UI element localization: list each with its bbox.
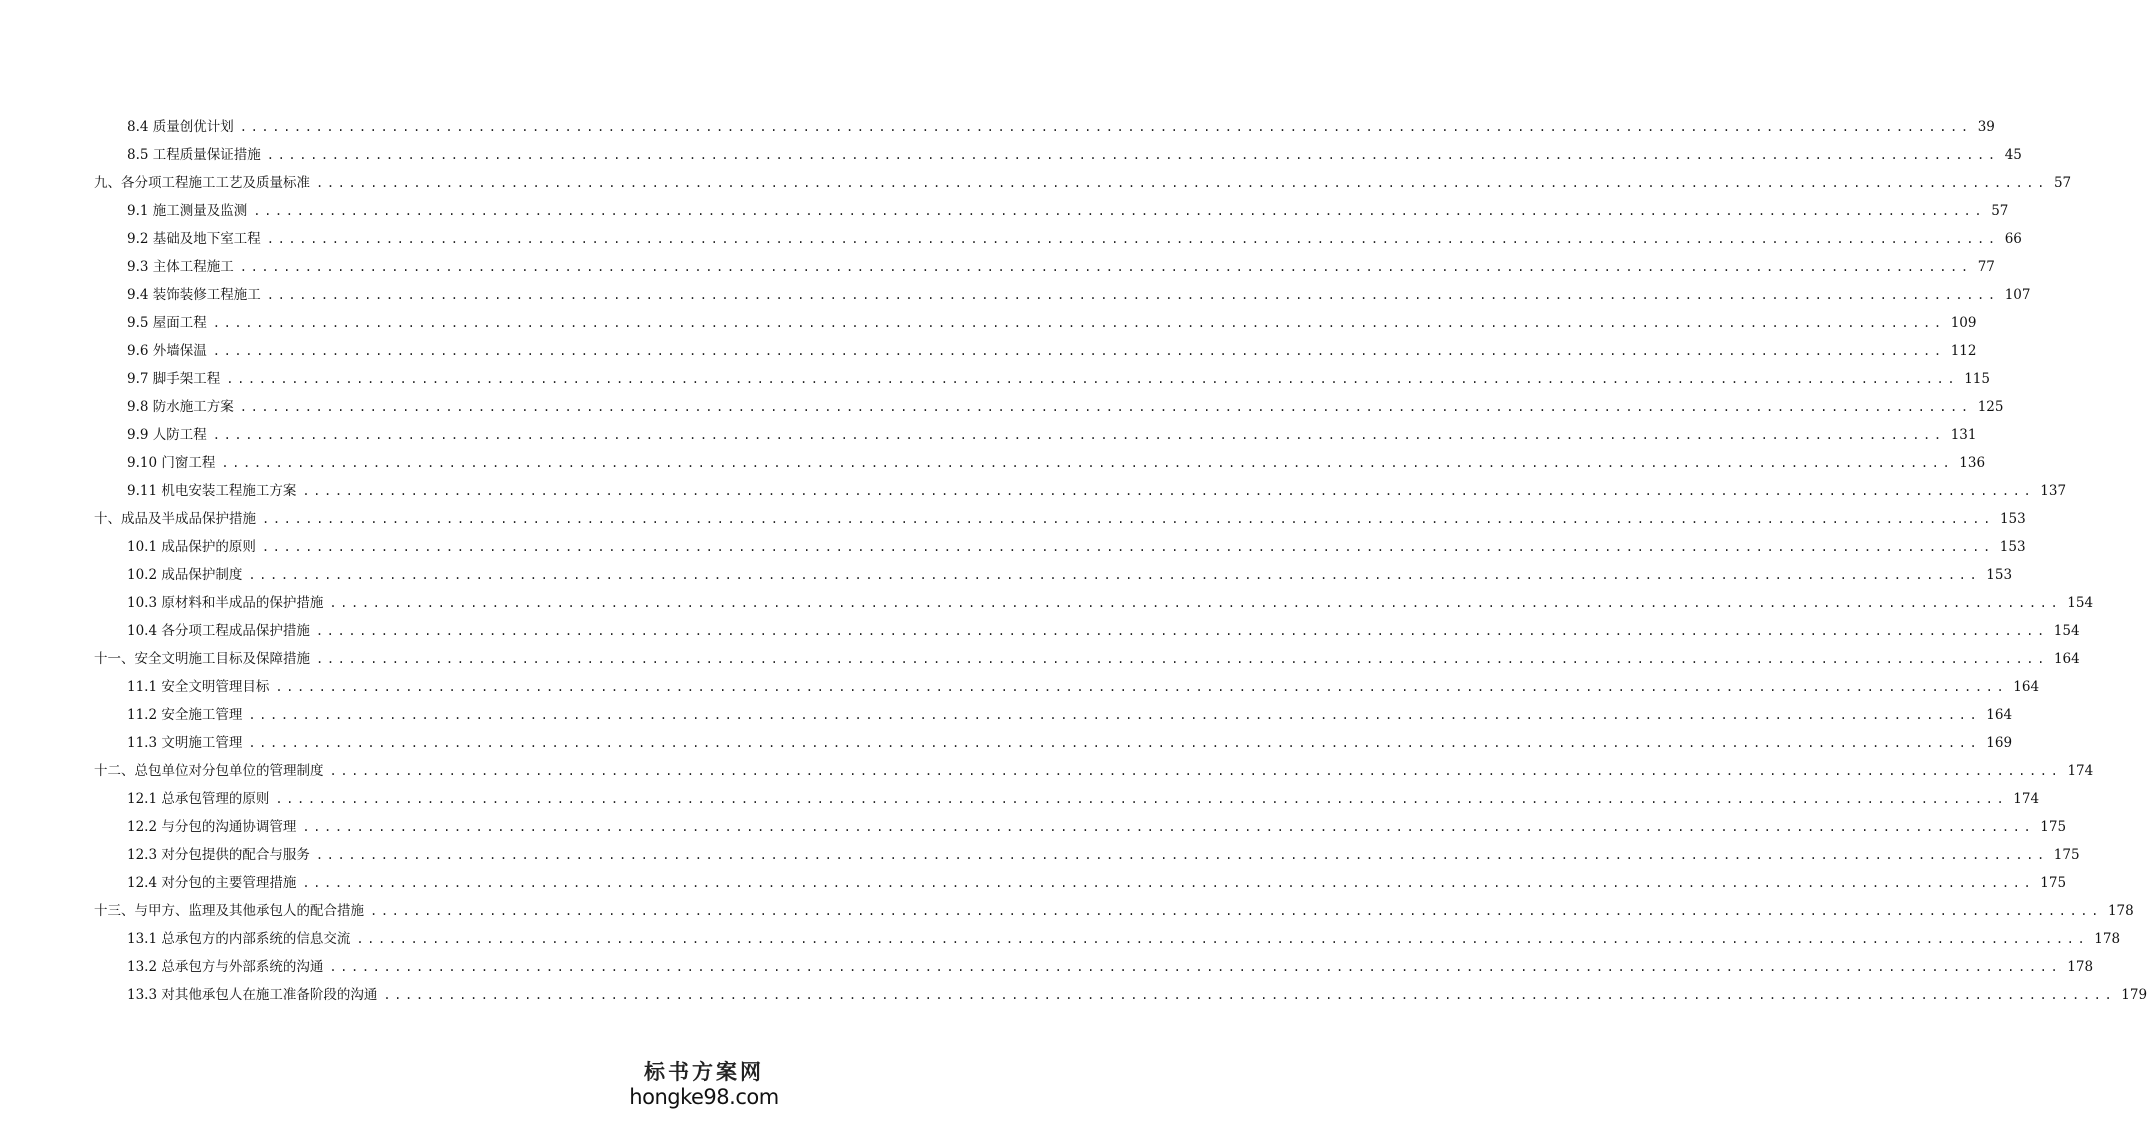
toc-page-number: 175 (2053, 847, 2080, 863)
toc-section-entry[interactable] (0, 981, 2147, 1009)
toc-entry-title: 10.1 成品保护的原则 (127, 539, 256, 555)
toc-page-number: 153 (1986, 567, 2013, 583)
toc-dot-leader: ................................................................................................................................................................ (248, 568, 1981, 582)
toc-section-entry[interactable] (0, 925, 2121, 953)
toc-page-number: 175 (2040, 875, 2067, 891)
toc-dot-leader: ................................................................................................................................................................ (329, 960, 2062, 974)
toc-dot-leader: ................................................................................................................................................................ (383, 988, 2116, 1002)
toc-dot-leader: ................................................................................................................................................................ (275, 792, 2008, 806)
toc-page-number: 107 (2004, 287, 2031, 303)
toc-dot-leader: ................................................................................................................................................................ (261, 540, 1994, 554)
toc-section-entry[interactable] (0, 281, 2031, 309)
toc-entry-title: 13.2 总承包方与外部系统的沟通 (127, 959, 324, 975)
toc-entry-title: 10.3 原材料和半成品的保护措施 (127, 595, 324, 611)
toc-entry-title: 12.4 对分包的主要管理措施 (127, 875, 297, 891)
toc-dot-leader: ................................................................................................................................................................ (370, 904, 2102, 918)
toc-entry-title: 9.9 人防工程 (127, 427, 207, 443)
toc-dot-leader: ................................................................................................................................................................ (221, 456, 1954, 470)
toc-dot-leader: ................................................................................................................................................................ (253, 204, 1986, 218)
toc-entry-title: 9.3 主体工程施工 (127, 259, 234, 275)
toc-dot-leader: ................................................................................................................................................................ (212, 344, 1945, 358)
toc-entry-title: 九、各分项工程施工工艺及质量标准 (94, 175, 310, 191)
toc-page-number: 115 (1964, 371, 1990, 387)
toc-section-entry[interactable] (0, 617, 2080, 645)
toc-entry-title: 11.1 安全文明管理目标 (127, 679, 270, 695)
toc-dot-leader: ................................................................................................................................................................ (329, 596, 2062, 610)
toc-dot-leader: ................................................................................................................................................................ (275, 680, 2008, 694)
toc-entry-title: 12.2 与分包的沟通协调管理 (127, 819, 297, 835)
toc-dot-leader: ................................................................................................................................................................ (356, 932, 2089, 946)
toc-page-number: 136 (1959, 455, 1986, 471)
toc-dot-leader: ................................................................................................................................................................ (316, 652, 2048, 666)
toc-section-entry[interactable] (0, 813, 2067, 841)
toc-section-entry[interactable] (0, 141, 2022, 169)
toc-dot-leader: ................................................................................................................................................................ (315, 624, 2048, 638)
toc-entry-title: 9.6 外墙保温 (127, 343, 207, 359)
toc-dot-leader: ................................................................................................................................................................ (248, 736, 1981, 750)
toc-dot-leader: ................................................................................................................................................................ (266, 232, 1999, 246)
toc-page-number: 57 (1991, 203, 2009, 219)
toc-entry-title: 13.1 总承包方的内部系统的信息交流 (127, 931, 351, 947)
toc-dot-leader: ................................................................................................................................................................ (262, 512, 1994, 526)
toc-section-entry[interactable] (0, 225, 2022, 253)
toc-page-number: 164 (1986, 707, 2013, 723)
toc-page-number: 57 (2053, 175, 2072, 191)
toc-section-entry[interactable] (0, 561, 2013, 589)
toc-entry-title: 9.5 屋面工程 (127, 315, 207, 331)
toc-dot-leader: ................................................................................................................................................................ (316, 176, 2048, 190)
toc-page-number: 109 (1950, 315, 1977, 331)
toc-dot-leader: ................................................................................................................................................................ (302, 876, 2035, 890)
toc-page-number: 174 (2013, 791, 2040, 807)
toc-page-number: 131 (1950, 427, 1977, 443)
toc-chapter-entry[interactable] (0, 169, 2072, 197)
toc-page-number: 164 (2013, 679, 2040, 695)
toc-entry-title: 十一、安全文明施工目标及保障措施 (94, 651, 310, 667)
toc-dot-leader: ................................................................................................................................................................ (239, 400, 1972, 414)
toc-entry-title: 12.3 对分包提供的配合与服务 (127, 847, 310, 863)
toc-dot-leader: ................................................................................................................................................................ (226, 372, 1959, 386)
toc-dot-leader: ................................................................................................................................................................ (239, 120, 1972, 134)
toc-section-entry[interactable] (0, 673, 2040, 701)
toc-chapter-entry[interactable] (0, 897, 2134, 925)
toc-page-number: 45 (2004, 147, 2022, 163)
watermark-chinese: 标书方案网 (644, 1059, 764, 1084)
toc-section-entry[interactable] (0, 869, 2067, 897)
toc-dot-leader: ................................................................................................................................................................ (329, 764, 2062, 778)
toc-page-number: 112 (1950, 343, 1977, 359)
toc-page-number: 66 (2004, 231, 2022, 247)
toc-entry-title: 8.4 质量创优计划 (127, 119, 234, 135)
toc-section-entry[interactable] (0, 393, 2004, 421)
toc-page-number: 137 (2040, 483, 2067, 499)
toc-page-number: 153 (1999, 539, 2026, 555)
toc-section-entry[interactable] (0, 953, 2094, 981)
toc-entry-title: 10.2 成品保护制度 (127, 567, 243, 583)
toc-dot-leader: ................................................................................................................................................................ (302, 484, 2035, 498)
toc-section-entry[interactable] (0, 365, 1990, 393)
toc-page-number: 169 (1986, 735, 2013, 751)
toc-chapter-entry[interactable] (0, 645, 2080, 673)
toc-entry-title: 11.2 安全施工管理 (127, 707, 243, 723)
toc-page-number: 154 (2067, 595, 2094, 611)
toc-section-entry[interactable] (0, 477, 2067, 505)
toc-page-number: 175 (2040, 819, 2067, 835)
toc-dot-leader: ................................................................................................................................................................ (302, 820, 2035, 834)
toc-dot-leader: ................................................................................................................................................................ (248, 708, 1981, 722)
toc-entry-title: 十三、与甲方、监理及其他承包人的配合措施 (94, 903, 364, 919)
toc-section-entry[interactable] (0, 589, 2094, 617)
site-watermark (629, 1060, 779, 1112)
toc-dot-leader: ................................................................................................................................................................ (315, 848, 2048, 862)
toc-dot-leader: ................................................................................................................................................................ (212, 428, 1945, 442)
toc-page-number: 154 (2053, 623, 2080, 639)
toc-section-entry[interactable] (0, 841, 2080, 869)
toc-dot-leader: ................................................................................................................................................................ (266, 288, 1999, 302)
toc-section-entry[interactable] (0, 533, 2026, 561)
toc-page-number: 153 (1999, 511, 2026, 527)
toc-chapter-entry[interactable] (0, 757, 2094, 785)
toc-entry-title: 9.8 防水施工方案 (127, 399, 234, 415)
toc-chapter-entry[interactable] (0, 505, 2026, 533)
toc-section-entry[interactable] (0, 785, 2040, 813)
toc-section-entry[interactable] (0, 197, 2009, 225)
toc-page-number: 178 (2094, 931, 2121, 947)
toc-entry-title: 12.1 总承包管理的原则 (127, 791, 270, 807)
toc-dot-leader: ................................................................................................................................................................ (212, 316, 1945, 330)
toc-section-entry[interactable] (0, 729, 2013, 757)
toc-entry-title: 13.3 对其他承包人在施工准备阶段的沟通 (127, 987, 378, 1003)
toc-entry-title: 9.1 施工测量及监测 (127, 203, 248, 219)
toc-entry-title: 11.3 文明施工管理 (127, 735, 243, 751)
toc-entry-title: 9.2 基础及地下室工程 (127, 231, 261, 247)
toc-section-entry[interactable] (0, 113, 1995, 141)
toc-entry-title: 9.4 装饰装修工程施工 (127, 287, 261, 303)
toc-entry-title: 9.7 脚手架工程 (127, 371, 221, 387)
toc-section-entry[interactable] (0, 309, 1977, 337)
toc-dot-leader: ................................................................................................................................................................ (239, 260, 1972, 274)
toc-page-number: 178 (2067, 959, 2094, 975)
toc-section-entry[interactable] (0, 701, 2013, 729)
toc-page-number: 174 (2067, 763, 2094, 779)
toc-page-number: 179 (2121, 987, 2147, 1003)
toc-section-entry[interactable] (0, 253, 1995, 281)
toc-section-entry[interactable] (0, 421, 1977, 449)
toc-dot-leader: ................................................................................................................................................................ (266, 148, 1999, 162)
toc-entry-title: 9.11 机电安装工程施工方案 (127, 483, 297, 499)
toc-page-number: 125 (1977, 399, 2004, 415)
toc-section-entry[interactable] (0, 337, 1977, 365)
toc-entry-title: 10.4 各分项工程成品保护措施 (127, 623, 310, 639)
watermark-domain: hongke98.com (629, 1085, 779, 1109)
toc-section-entry[interactable] (0, 449, 1986, 477)
toc-entry-title: 十二、总包单位对分包单位的管理制度 (94, 763, 324, 779)
toc-entry-title: 十、成品及半成品保护措施 (94, 511, 256, 527)
table-of-contents (0, 113, 2147, 1013)
toc-entry-title: 8.5 工程质量保证措施 (127, 147, 261, 163)
toc-entry-title: 9.10 门窗工程 (127, 455, 216, 471)
toc-page-number: 39 (1977, 119, 1995, 135)
toc-page-number: 178 (2107, 903, 2134, 919)
toc-page-number: 164 (2053, 651, 2080, 667)
toc-page-number: 77 (1977, 259, 1995, 275)
